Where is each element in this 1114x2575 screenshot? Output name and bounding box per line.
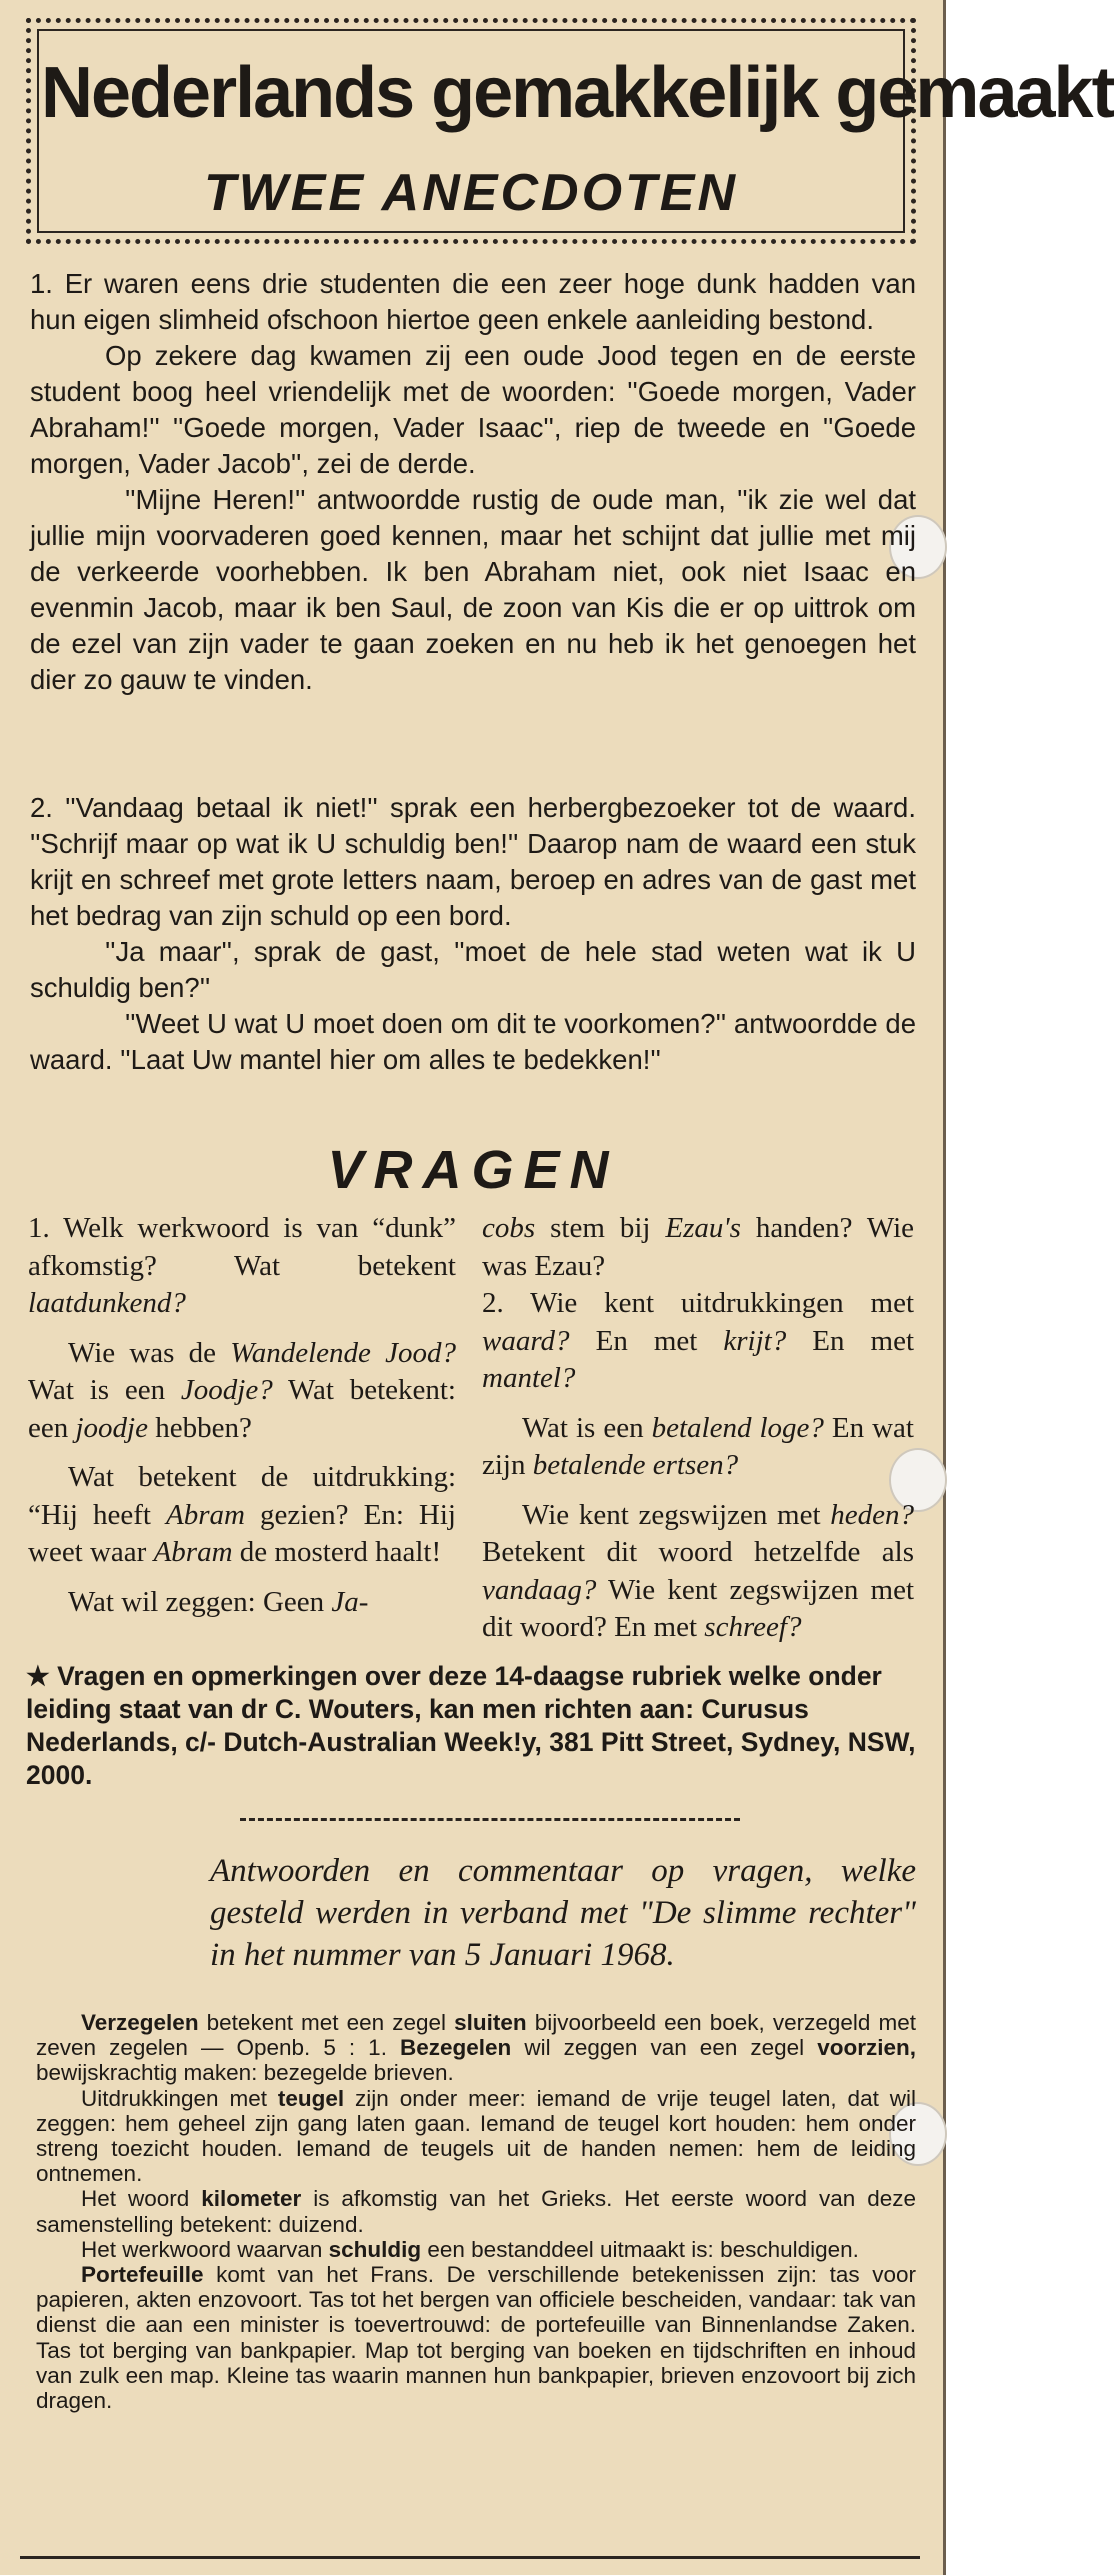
paragraph: 2. ''Vandaag betaal ik niet!'' sprak een herbergbezoeker tot de waard. ''Schrijf maar op wat ik U schuldig ben!'' Daarop nam de waard een stuk krijt en schreef met grote letters naam, beroep en adres van de gast met het bedrag van zijn schuld op een bord. [30, 792, 916, 931]
title-frame [26, 18, 1114, 244]
anecdote-1 [30, 266, 916, 698]
anecdote-2 [30, 790, 916, 1078]
paragraph: 1. Er waren eens drie studenten die een zeer hoge dunk hadden van hun eigen slimheid ofschoon hiertoe geen enkele aanleiding bestond. [30, 268, 916, 335]
questions-column-left: 1. Welk werkwoord is van “dunk” afkomstig? Wat betekent laatdunkend? Wie was de Wandelende Jood? Wat is een Joodje? Wat betekent: een joodje hebben? Wat betekent de uitdrukking: “Hij heeft Abram gezien? En: Hij weet waar Abram de mosterd haalt! Wat wil zeggen: Geen Ja- [28, 1212, 456, 1618]
paragraph: ''Ja maar'', sprak de gast, ''moet de hele stad weten wat ik U schuldig ben?'' [30, 936, 916, 1003]
paragraph: Op zekere dag kwamen zij een oude Jood tegen en de eerste student boog heel vriendelijk met de woorden: ''Goede morgen, Vader Abraham!'' ''Goede morgen, Vader Isaac'', riep de tweede en ''Goede morgen, Vader Jacob'', zei de derde. [30, 340, 916, 479]
paragraph: ''Weet U wat U moet doen om dit te voorkomen?'' antwoordde de waard. ''Laat Uw mantel hier om alles te bedekken!'' [30, 1008, 916, 1075]
bottom-rule [20, 2556, 920, 2569]
page-title: Nederlands gemakkelijk gemaakt [41, 53, 1114, 133]
answers-intro: Antwoorden en commentaar op vragen, welke gesteld werden in verband met "De slimme rechter" in het nummer van 5 Januari 1968. [210, 1853, 916, 1973]
questions-column-right: cobs stem bij Ezau's handen? Wie was Ezau? 2. Wie kent uitdrukkingen met waard? En met krijt? En met mantel? Wat is een betalend loge? En wat zijn betalende ertsen? Wie kent zegswijzen met heden? Betekent dit woord hetzelfde als vandaag? Wie kent zegswijzen met dit woord? En met schreef? [482, 1212, 915, 1643]
questions-heading: VRAGEN [327, 1140, 619, 1200]
answers-text: Verzegelen betekent met een zegel sluiten bijvoorbeeld een boek, verzegeld met zeven zegelen — Openb. 5 : 1. Bezegelen wil zeggen van een zegel voorzien, bewijskrachtig maken: bezegelde brieven. Uitdrukkingen met teugel zijn onder meer: iemand de vrije teugel laten, dat wil zeggen: hem geheel zijn gang laten gaan. Iemand de teugel kort houden: hem onder streng toezicht houden. Iemand de teugels uit de handen nemen: hem de leiding ontnemen. Het woord kilometer is afkomstig van het Grieks. Het eerste woord van deze samenstelling betekent: duizend. Het werkwoord waarvan schuldig een bestanddeel uitmaakt is: beschuldigen. Portefeuille komt van het Frans. De verschillende betekenissen zijn: tas voor papieren, akten enzovoort. Tas tot het bergen van officiele bescheiden, vandaar: tak van dienst die aan een minister is toevertrouwd: de portefeuille van Binnenlandse Zaken. Tas tot berging van bankpapier. Map tot berging van boeken en tijdschriften en inhoud van zulk een map. Kleine tas waarin mannen hun bankpapier, brieven enzovoort bij zich dragen. [36, 2010, 917, 2414]
section-subtitle: TWEE ANECDOTEN [203, 164, 739, 222]
contact-notice: ★ Vragen en opmerkingen over deze 14-daagse rubriek welke onder leiding staat van dr C. Wouters, kan men richten aan: Curusus Nederlands, c/- Dutch-Australian Week!y, 381 Pitt Street, Sydney, NSW, 2000. [26, 1661, 916, 1790]
paragraph: ''Mijne Heren!'' antwoordde rustig de oude man, ''ik zie wel dat jullie mijn voorvaderen goed kennen, maar het schijnt dat jullie met mij de verkeerde voorhebben. Ik ben Abraham niet, ook niet Isaac en evenmin Jacob, maar ik ben Saul, de zoon van Kis die er op uittrok om de ezel van zijn vader te gaan zoeken en nu heb ik het genoegen het dier zo gauw te vinden. [30, 484, 916, 695]
divider [240, 1818, 740, 1821]
